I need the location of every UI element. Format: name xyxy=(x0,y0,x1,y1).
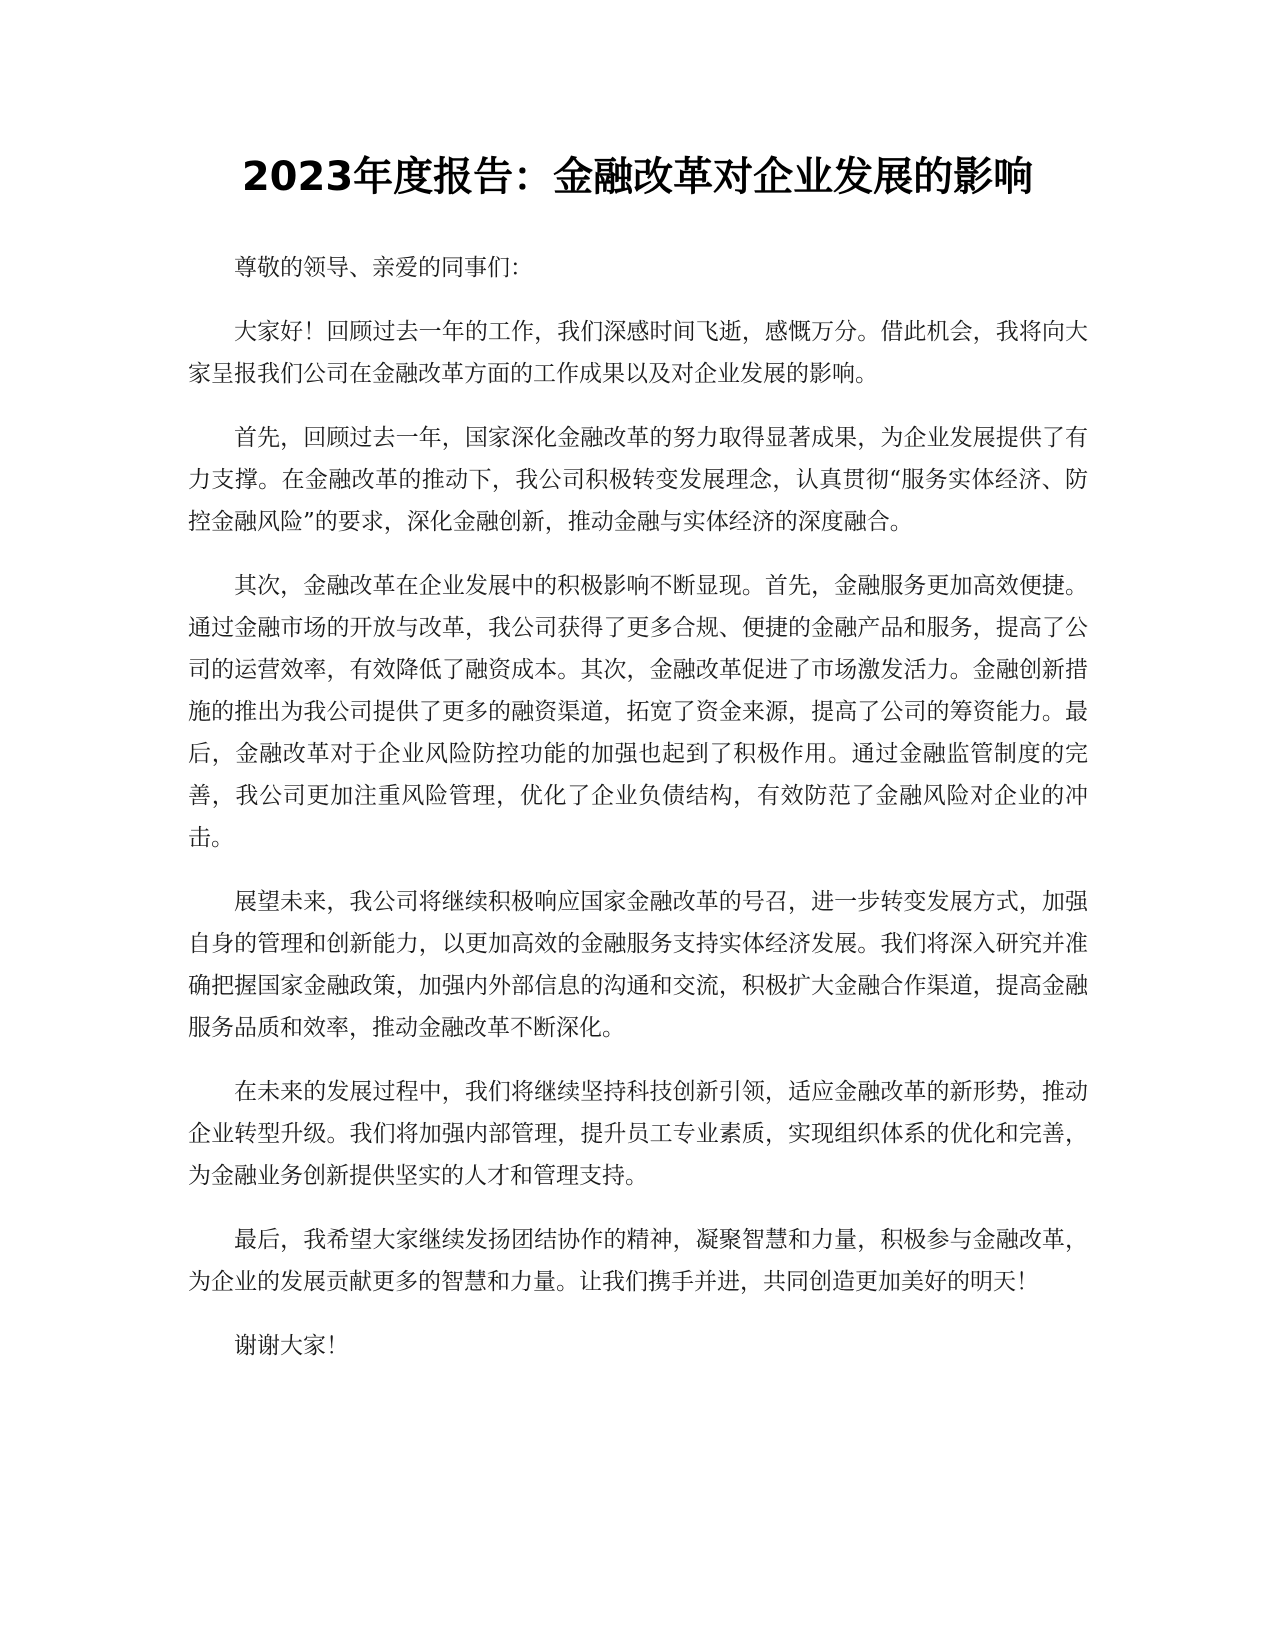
document-body xyxy=(188,247,1088,1389)
outlook-paragraph: 展望未来，我公司将继续积极响应国家金融改革的号召，进一步转变发展方式，加强自身的管理和创新能力，以更加高效的金融服务支持实体经济发展。我们将深入研究并准确把握国家金融政策，加强内外部信息的沟通和交流，积极扩大金融合作渠道，提高金融服务品质和效率，推动金融改革不断深化。 xyxy=(188,889,1088,1041)
greeting-paragraph: 大家好！回顾过去一年的工作，我们深感时间飞逝，感慨万分。借此机会，我将向大家呈报我们公司在金融改革方面的工作成果以及对企业发展的影响。 xyxy=(188,319,1088,387)
review-paragraph: 首先，回顾过去一年，国家深化金融改革的努力取得显著成果，为企业发展提供了有力支撑。在金融改革的推动下，我公司积极转变发展理念，认真贯彻“服务实体经济、防控金融风险”的要求，深化金融创新，推动金融与实体经济的深度融合。 xyxy=(188,425,1088,535)
impact-paragraph: 其次，金融改革在企业发展中的积极影响不断显现。首先，金融服务更加高效便捷。通过金融市场的开放与改革，我公司获得了更多合规、便捷的金融产品和服务，提高了公司的运营效率，有效降低了融资成本。其次，金融改革促进了市场激发活力。金融创新措施的推出为我公司提供了更多的融资渠道，拓宽了资金来源，提高了公司的筹资能力。最后，金融改革对于企业风险防控功能的加强也起到了积极作用。通过金融监管制度的完善，我公司更加注重风险管理，优化了企业负债结构，有效防范了金融风险对企业的冲击。 xyxy=(188,573,1088,851)
thanks-paragraph: 谢谢大家！ xyxy=(234,1333,349,1359)
future-development-paragraph: 在未来的发展过程中，我们将继续坚持科技创新引领，适应金融改革的新形势，推动企业转型升级。我们将加强内部管理，提升员工专业素质，实现组织体系的优化和完善，为金融业务创新提供坚实的人才和管理支持。 xyxy=(188,1079,1088,1189)
closing-paragraph: 最后，我希望大家继续发扬团结协作的精神，凝聚智慧和力量，积极参与金融改革，为企业的发展贡献更多的智慧和力量。让我们携手并进，共同创造更加美好的明天！ xyxy=(188,1227,1088,1295)
salutation-paragraph: 尊敬的领导、亲爱的同事们： xyxy=(234,255,533,281)
document-title: 2023年度报告：金融改革对企业发展的影响 xyxy=(241,154,1034,200)
